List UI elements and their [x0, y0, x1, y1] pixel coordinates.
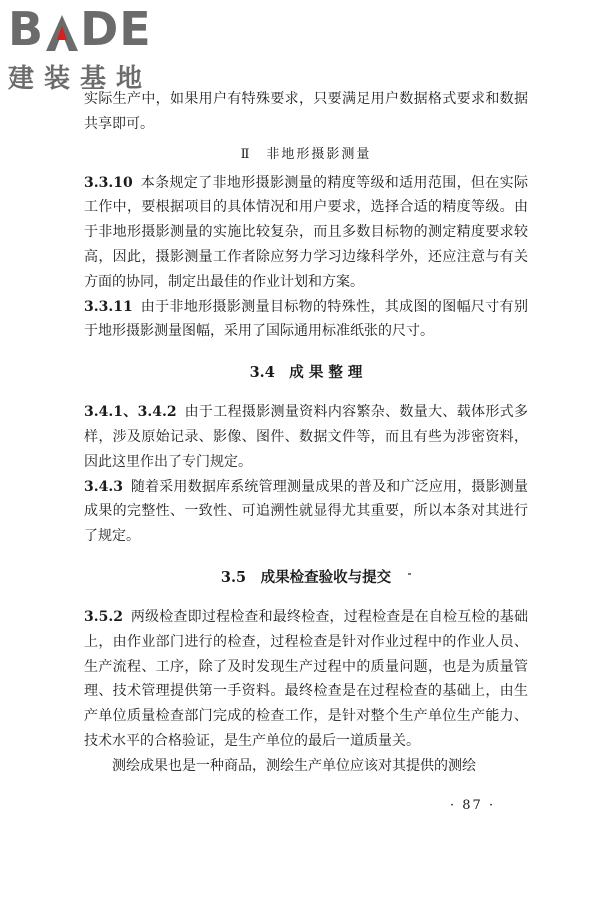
logo-letters-right: DE	[80, 2, 152, 56]
clause-text: 两级检查即过程检查和最终检查，过程检查是在自检互检的基础上，由作业部门进行的检查，过程检查是针对作业过程中的作业人员、生产流程、工序，除了及时发现生产过程中的质量问题，也是为质量管理、技术管理提供第一手资料。最终检查是在过程检查的基础上，由生产单位质量检查部门完成的检查工作，是针对整个生产单位生产能力、技术水平的合格验证，是生产单位的最后一道质量关。	[84, 608, 528, 749]
logo-subtitle: 建装基地	[8, 64, 153, 94]
document-page	[84, 87, 528, 779]
clause-3-3-11	[84, 295, 528, 345]
subsection-heading: Ⅱ 非地形摄影测量	[240, 146, 372, 162]
clause-text: 随着采用数据库系统管理测量成果的普及和广泛应用，摄影测量成果的完整性、一致性、可追溯性就显得尤其重要，所以本条对其进行了规定。	[84, 478, 528, 545]
clause-text: 由于工程摄影测量资料内容繁杂、数量大、载体形式多样，涉及原始记录、影像、图件、数据文件等，而且有些为涉密资料，因此这里作出了专门规定。	[84, 404, 528, 470]
clause-3-3-10	[84, 171, 528, 295]
section-heading-3-4: 3.4 成 果 整 理	[249, 364, 363, 382]
section-heading-3-5: 3.5 成果检查验收与提交	[220, 568, 392, 586]
logo-letters-left: B	[8, 2, 45, 56]
clause-3-4-1-2	[84, 400, 528, 474]
intro-paragraph: 实际生产中，如果用户有特殊要求，只要满足用户数据格式要求和数据共享即可。	[84, 91, 528, 132]
logo-wordmark	[8, 2, 183, 56]
clause-number: 3.3.10	[84, 174, 133, 191]
logo-a-chevron-icon	[45, 12, 79, 52]
clause-3-5-2	[84, 605, 528, 754]
clause-number: 3.4.1、3.4.2	[84, 404, 177, 421]
clause-text: 由于非地形摄影测量目标物的特殊性，其成图的图幅尺寸有别于地形摄影测量图幅，采用了国际通用标准纸张的尺寸。	[84, 298, 528, 340]
clause-3-4-3	[84, 475, 528, 549]
clause-number: 3.5.2	[84, 608, 123, 625]
print-speck	[408, 573, 411, 575]
clause-text: 本条规定了非地形摄影测量的精度等级和适用范围，但在实际工作中，要根据项目的具体情况和用户要求，选择合适的精度等级。由于非地形摄影测量的实施比较复杂，而且多数目标物的测定精度要求较高，因此，摄影测量工作者除应努力学习边缘科学外，还应注意与有关方面的协同，制定出最佳的作业计划和方案。	[84, 174, 528, 290]
clause-number: 3.3.11	[84, 298, 133, 315]
clause-number: 3.4.3	[84, 478, 123, 495]
bade-logo	[8, 2, 183, 96]
closing-paragraph: 测绘成果也是一种商品，测绘生产单位应该对其提供的测绘	[112, 757, 476, 774]
page-number: · 87 ·	[450, 798, 496, 813]
